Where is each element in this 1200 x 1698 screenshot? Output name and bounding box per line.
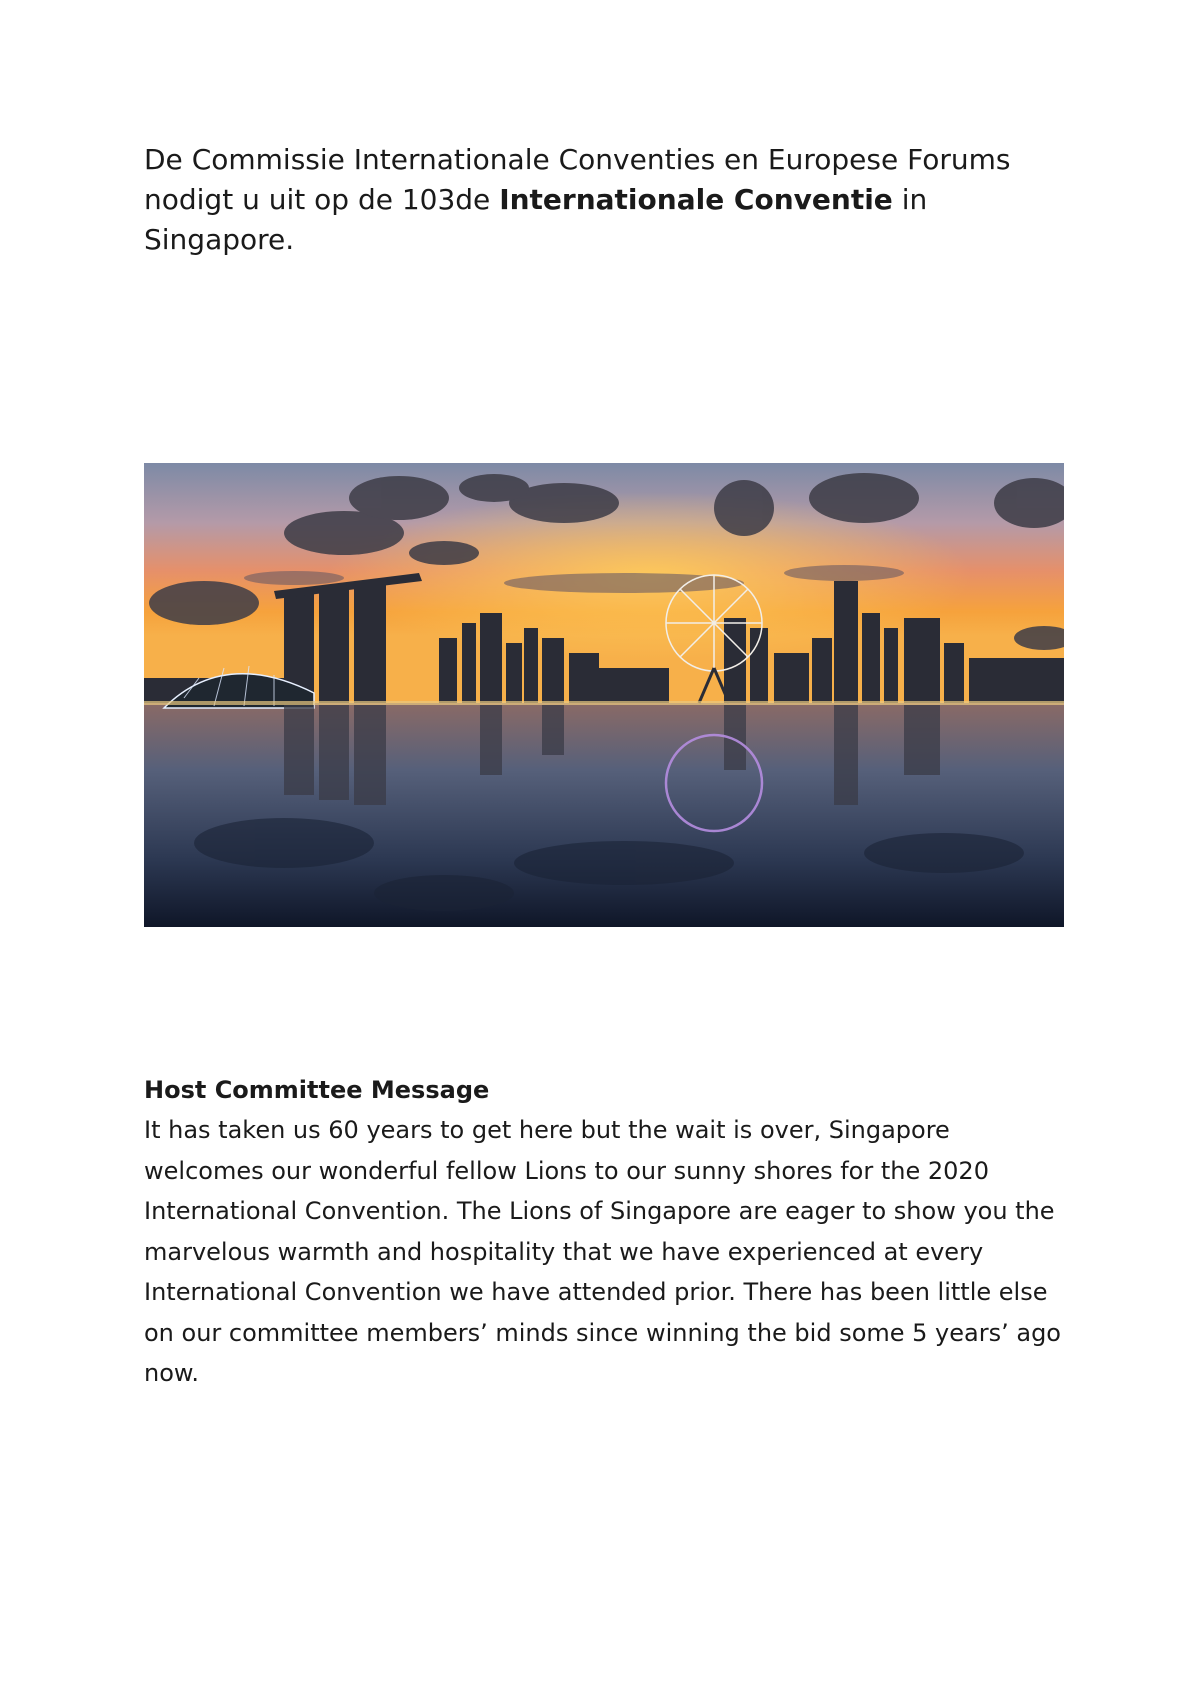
invitation-paragraph (144, 140, 1064, 260)
invitation-text-end: in Singapore. (144, 183, 928, 256)
invitation-text-start: De Commissie Internationale Conventies en Europese Forums nodigt u uit op de 103de (144, 143, 1011, 216)
singapore-skyline-photo (144, 463, 1064, 927)
invitation-text-bold: Internationale Conventie (499, 183, 893, 216)
message-heading: Host Committee Message (144, 1076, 490, 1104)
host-committee-message (144, 1070, 1064, 1394)
message-body: It has taken us 60 years to get here but the wait is over, Singapore welcomes our wonderful fellow Lions to our sunny shores for the 2020 International Convention. The Lions of Singapore are eager to show you the marvelous warmth and hospitality that we have experienced at every International Convention we have attended prior. There has been little else on our committee members’ minds since winning the bid some 5 years’ ago now. (144, 1116, 1061, 1387)
